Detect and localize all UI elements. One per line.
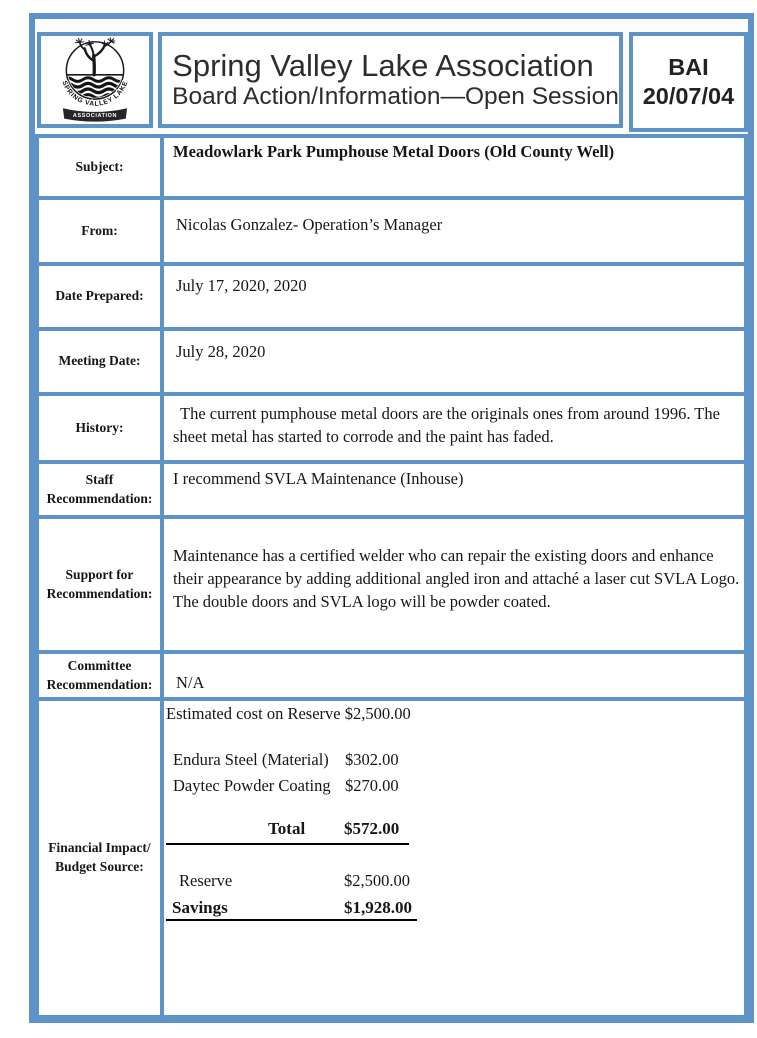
- total-amount: $572.00: [344, 819, 400, 839]
- field-label-support-for-recommendation: Support for Recommendation:: [37, 517, 162, 652]
- field-label-financial-impact: Financial Impact/ Budget Source:: [37, 699, 162, 1017]
- financial-estimate-line: Estimated cost on Reserve $2,500.00: [166, 704, 411, 723]
- row-committee-recommendation: [37, 652, 746, 699]
- bai-date: 20/07/04: [642, 83, 735, 109]
- field-label-staff-recommendation: Staff Recommendation:: [37, 462, 162, 517]
- row-support-for-recommendation: [37, 517, 746, 652]
- cost-item-amount: $302.00: [345, 749, 399, 769]
- row-subject: [37, 136, 746, 198]
- field-label-history: History:: [37, 394, 162, 462]
- logo-box: [37, 32, 153, 128]
- board-action-form-table: [35, 134, 748, 1019]
- financial-total-row: [166, 818, 409, 845]
- row-date-prepared: [37, 264, 746, 329]
- cost-item-name: Endura Steel (Material): [173, 749, 329, 769]
- field-value-financial-impact: [162, 699, 746, 1017]
- row-staff-recommendation: [37, 462, 746, 517]
- logo-banner-text: ASSOCIATION: [73, 113, 118, 120]
- svla-logo: [50, 34, 140, 126]
- financial-savings-row: [166, 894, 417, 921]
- org-name: Spring Valley Lake Association: [172, 47, 594, 83]
- savings-label: Savings: [172, 897, 228, 917]
- financial-reserve-row: [166, 867, 744, 894]
- document-header: [37, 32, 748, 132]
- doc-type: Board Action/Information—Open Session: [172, 83, 619, 111]
- savings-amount: $1,928.00: [344, 897, 412, 917]
- field-label-committee-recommendation: Committee Recommendation:: [37, 652, 162, 699]
- total-label: Total: [268, 819, 306, 839]
- logo-banner: [63, 108, 127, 121]
- title-box: [158, 32, 623, 128]
- field-label-subject: Subject:: [37, 136, 162, 198]
- field-value-support-for-recommendation: Maintenance has a certified welder who can repair the existing doors and enhance their appearance by adding additional angled iron and attaché a laser cut SVLA Logo. The double doors and SVLA logo will be powder coated.: [162, 517, 746, 652]
- scanned-document-page: [29, 13, 754, 1023]
- reserve-label: Reserve: [179, 870, 233, 890]
- financial-cost-item: [173, 773, 744, 799]
- bai-box: [629, 32, 748, 132]
- field-label-from: From:: [37, 198, 162, 264]
- row-history: [37, 394, 746, 462]
- field-value-subject: Meadowlark Park Pumphouse Metal Doors (Old County Well): [162, 136, 746, 198]
- logo-circle-text: SPRING VALLEY LAKE: [60, 79, 130, 108]
- field-value-from: Nicolas Gonzalez- Operation’s Manager: [162, 198, 746, 264]
- row-meeting-date: [37, 329, 746, 394]
- row-from: [37, 198, 746, 264]
- field-value-date-prepared: July 17, 2020, 2020: [162, 264, 746, 329]
- field-label-meeting-date: Meeting Date:: [37, 329, 162, 394]
- field-label-date-prepared: Date Prepared:: [37, 264, 162, 329]
- reserve-amount: $2,500.00: [344, 870, 410, 890]
- financial-cost-item: [173, 747, 744, 773]
- field-value-staff-recommendation: I recommend SVLA Maintenance (Inhouse): [162, 462, 746, 517]
- row-financial-impact: [37, 699, 746, 1017]
- cost-item-name: Daytec Powder Coating: [173, 775, 331, 795]
- cost-item-amount: $270.00: [345, 775, 399, 795]
- bai-code: BAI: [668, 53, 709, 80]
- field-value-meeting-date: July 28, 2020: [162, 329, 746, 394]
- field-value-committee-recommendation: N/A: [162, 652, 746, 699]
- field-value-history: The current pumphouse metal doors are the originals ones from around 1996. The sheet metal has started to corrode and the paint has faded.: [162, 394, 746, 462]
